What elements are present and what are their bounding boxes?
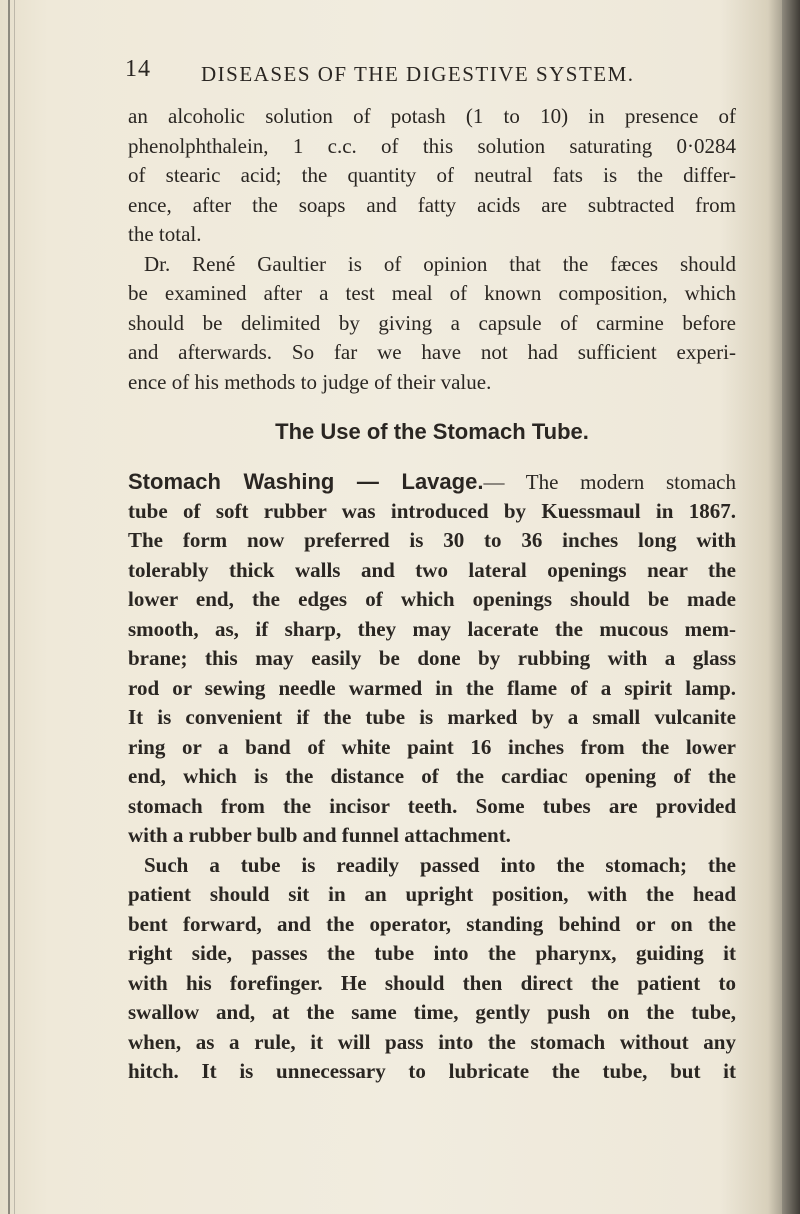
text-line: ring or a band of white paint 16 inches from the lower: [128, 734, 736, 759]
text-line: phenolphthalein, 1 c.c. of this solution saturating 0·0284: [128, 133, 736, 158]
text-line: Dr. René Gaultier is of opinion that the fæces should: [144, 251, 736, 276]
text-line: brane; this may easily be done by rubbing with a glass: [128, 646, 736, 670]
text-line: tolerably thick walls and two lateral openings near the: [128, 557, 736, 582]
paragraph-3: [128, 467, 736, 851]
text-line: with a rubber bulb and funnel attachment.: [128, 823, 511, 847]
text-line: [128, 467, 736, 497]
left-page-edge: [8, 0, 10, 1214]
section-heading: The Use of the Stomach Tube.: [275, 419, 589, 444]
page-body: [128, 102, 736, 1087]
text-line: swallow and, at the same time, gently push on the tube,: [128, 1000, 736, 1024]
text-line: patient should sit in an upright position, with the head: [128, 882, 736, 906]
text-line: The form now preferred is 30 to 36 inches long with: [128, 528, 736, 552]
text-line: be examined after a test meal of known composition, which: [128, 281, 736, 305]
text-line: end, which is the distance of the cardiac opening of the: [128, 764, 736, 788]
text-line: rod or sewing needle warmed in the flame of a spirit lamp.: [128, 675, 736, 700]
text-line: right side, passes the tube into the pharynx, guiding it: [128, 941, 736, 965]
text-line: when, as a rule, it will pass into the stomach without any: [128, 1029, 736, 1054]
text-line: smooth, as, if sharp, they may lacerate the mucous mem-: [128, 616, 736, 641]
page-number: 14: [125, 56, 151, 82]
text-line: Such a tube is readily passed into the stomach; the: [144, 852, 736, 877]
text-line: stomach from the incisor teeth. Some tubes are provided: [128, 793, 736, 818]
left-page-edge-secondary: [14, 0, 15, 1214]
paragraph-4: [128, 851, 736, 1087]
text-line: and afterwards. So far we have not had sufficient experi-: [128, 340, 736, 364]
text-line: an alcoholic solution of potash (1 to 10) in presence of: [128, 104, 736, 128]
text-line: the total.: [128, 222, 202, 246]
sub-heading: Stomach Washing — Lavage.: [128, 469, 484, 494]
paragraph-1: [128, 102, 736, 250]
right-binding-shadow: [782, 0, 800, 1214]
sub-heading-continuation: — The modern stomach: [483, 470, 736, 494]
text-line: ence of his methods to judge of their value.: [128, 369, 492, 394]
text-line: lower end, the edges of which openings should be made: [128, 587, 736, 611]
page-header: [125, 56, 685, 96]
text-line: hitch. It is unnecessary to lubricate the tube, but it: [128, 1059, 736, 1083]
running-head: DISEASES OF THE DIGESTIVE SYSTEM.: [201, 62, 635, 86]
text-line: of stearic acid; the quantity of neutral fats is the differ-: [128, 163, 736, 187]
text-line: tube of soft rubber was introduced by Kuessmaul in 1867.: [128, 498, 736, 523]
text-line: ence, after the soaps and fatty acids are subtracted from: [128, 192, 736, 217]
text-line: bent forward, and the operator, standing behind or on the: [128, 911, 736, 936]
paragraph-2: [128, 250, 736, 398]
text-line: should be delimited by giving a capsule of carmine before: [128, 310, 736, 335]
text-line: It is convenient if the tube is marked by a small vulcanite: [128, 705, 736, 729]
text-line: with his forefinger. He should then direct the patient to: [128, 970, 736, 995]
